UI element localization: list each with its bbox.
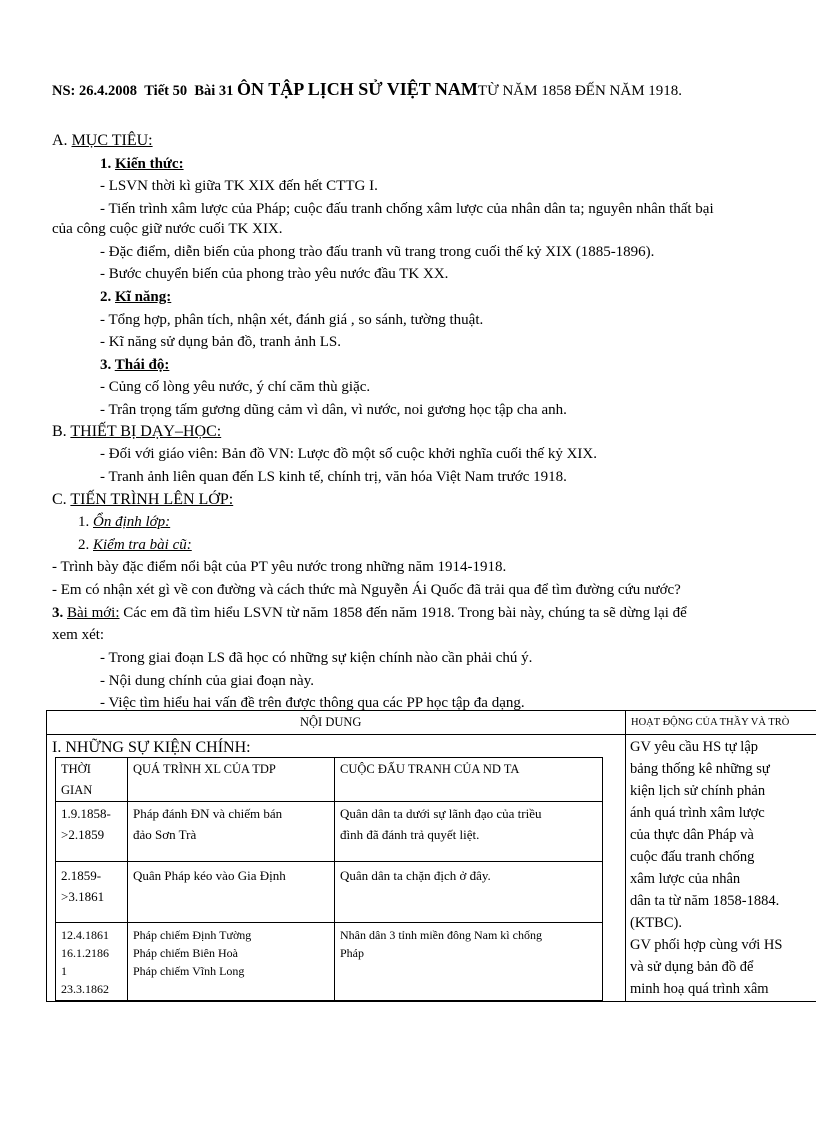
events-col-divider-2 <box>334 757 335 1000</box>
section-b-title: THIẾT BỊ DẠY–HỌC: <box>70 423 222 440</box>
event-time-line: >2.1859 <box>61 827 105 842</box>
activity-line: kiện lịch sử chính phản <box>630 783 766 799</box>
header-activity: HOẠT ĐỘNG CỦA THẦY VÀ TRÒ <box>631 717 790 728</box>
new-lesson-intro-cont: xem xét: <box>52 627 105 643</box>
step-1 <box>78 513 170 531</box>
event-nd-line: Quân dân ta chặn địch ở đây. <box>340 868 491 883</box>
attitude-line-1: - Củng cố lòng yêu nước, ý chí căm thù giặc. <box>100 379 371 395</box>
subheading-num: 3. <box>100 357 112 373</box>
event-3-tdp <box>133 926 251 980</box>
events-col-divider-1 <box>127 757 128 1000</box>
event-nd-line: đình đã đánh trả quyết liệt. <box>340 827 480 842</box>
title-bai: Bài 31 <box>194 83 234 99</box>
plan-point-3: - Việc tìm hiểu hai vấn đề trên được thông qua các PP học tập đa dạng. <box>100 695 525 711</box>
table-column-divider <box>625 710 626 1001</box>
events-header-time-line: GIAN <box>61 783 93 797</box>
events-header-time-line: THỜI <box>61 762 91 776</box>
section-a-letter: A. <box>52 132 68 149</box>
new-lesson-intro: Các em đã tìm hiểu LSVN từ năm 1858 đến năm 1918. Trong bài này, chúng ta sẽ dừng lại để <box>119 605 687 621</box>
step-2 <box>78 536 192 554</box>
section-c-title: TIẾN TRÌNH LÊN LỚP: <box>70 491 234 508</box>
events-header-time <box>61 759 92 801</box>
event-1-tdp <box>133 803 282 845</box>
event-time-line: 16.1.2186 <box>61 946 109 960</box>
event-time-line: 12.4.1861 <box>61 928 109 942</box>
event-tdp-line: Pháp chiếm Định Tường <box>133 928 252 942</box>
subheading-knowledge <box>100 155 184 173</box>
event-tdp-line: Pháp đánh ĐN và chiếm bán <box>133 806 283 821</box>
review-question-2: - Em có nhận xét gì về con đường và cách thức mà Nguyễn Ái Quốc đã trải qua để tìm đường cứu nước? <box>52 582 681 598</box>
section-c-letter: C. <box>52 491 67 508</box>
events-row-divider-3 <box>55 922 602 923</box>
event-time-line: 23.3.1862 <box>61 982 109 996</box>
title-main: ÔN TẬP LỊCH SỬ VIỆT NAM <box>237 79 478 99</box>
knowledge-line-3: - Đặc điểm, diễn biến của phong trào đấu tranh vũ trang trong cuối thế kỷ XIX (1885-1896). <box>100 244 655 260</box>
event-2-tdp <box>133 865 286 886</box>
step-num: 2. <box>78 537 90 553</box>
step-label: Kiểm tra bài cũ: <box>93 537 192 553</box>
subheading-num: 2. <box>100 289 112 305</box>
event-tdp-line: Pháp chiếm Vĩnh Long <box>133 964 245 978</box>
subheading-label: Thái độ: <box>114 357 170 373</box>
events-row-divider-2 <box>55 861 602 862</box>
knowledge-line-1: - LSVN thời kì giữa TK XIX đến hết CTTG I. <box>100 178 378 194</box>
section-c-heading <box>52 491 233 509</box>
skills-line-1: - Tổng hợp, phân tích, nhận xét, đánh giá , so sánh, tường thuật. <box>100 312 484 328</box>
subheading-label: Kiến thức: <box>115 156 184 172</box>
subheading-skills <box>100 288 171 306</box>
skills-line-2: - Kĩ năng sử dụng bản đồ, tranh ảnh LS. <box>100 334 342 350</box>
step-num: 1. <box>78 514 90 530</box>
event-3-time <box>61 926 109 998</box>
event-time-line: >3.1861 <box>61 889 105 904</box>
activity-line: và sử dụng bản đồ để <box>630 959 754 975</box>
plan-point-1: - Trong giai đoạn LS đã học có những sự kiện chính nào cần phải chú ý. <box>100 650 533 666</box>
event-tdp-line: Pháp chiếm Biên Hoà <box>133 946 238 960</box>
events-header-nd: CUỘC ĐẤU TRANH CỦA ND TA <box>340 762 520 776</box>
event-tdp-line: đảo Sơn Trà <box>133 827 197 842</box>
equipment-line-2: - Tranh ảnh liên quan đến LS kinh tế, chính trị, văn hóa Việt Nam trước 1918. <box>100 469 567 485</box>
event-2-time <box>61 865 104 907</box>
section-b-heading <box>52 423 221 441</box>
event-nd-line: Nhân dân 3 tỉnh miền đông Nam kì chống <box>340 928 542 942</box>
step-num: 3. <box>52 605 64 621</box>
section-b-letter: B. <box>52 423 67 440</box>
attitude-line-2: - Trân trọng tấm gương dũng cảm vì dân, vì nước, noi gương học tập cha anh. <box>100 402 567 418</box>
subheading-num: 1. <box>100 156 112 172</box>
lesson-title <box>52 80 682 100</box>
equipment-line-1: - Đối với giáo viên: Bản đồ VN: Lược đồ một số cuộc khởi nghĩa cuối thế kỷ XIX. <box>100 446 597 462</box>
activity-line: của thực dân Pháp và <box>630 827 754 843</box>
activity-line: xâm lược của nhân <box>630 871 741 887</box>
activity-text <box>630 736 782 1000</box>
event-tdp-line: Quân Pháp kéo vào Gia Định <box>133 868 286 883</box>
activity-line: bảng thống kê những sự <box>630 761 770 777</box>
activity-line: minh hoạ quá trình xâm <box>630 981 769 997</box>
event-2-nd <box>340 865 491 886</box>
step-label: Bài mới: <box>67 605 120 621</box>
section-a-title: MỤC TIÊU: <box>71 132 153 149</box>
subheading-label: Kĩ năng: <box>115 289 172 305</box>
activity-line: cuộc đấu tranh chống <box>630 849 755 865</box>
title-range: TỪ NĂM 1858 ĐẾN NĂM 1918. <box>477 83 683 99</box>
activity-line: ánh quá trình xâm lược <box>630 805 765 821</box>
header-content: NỘI DUNG <box>300 715 362 729</box>
activity-line: GV phối hợp cùng với HS <box>630 937 783 953</box>
section-title-events: I. NHỮNG SỰ KIỆN CHÍNH: <box>52 739 251 756</box>
activity-line: (KTBC). <box>630 915 682 931</box>
table-header-divider <box>46 734 816 735</box>
event-3-nd <box>340 926 542 962</box>
events-row-divider-1 <box>55 801 602 802</box>
section-a-heading <box>52 132 153 150</box>
step-3 <box>52 604 687 622</box>
event-time-line: 2.1859- <box>61 868 102 883</box>
title-tiet: Tiết 50 <box>144 83 188 99</box>
event-nd-line: Quân dân ta dưới sự lãnh đạo của triều <box>340 806 542 821</box>
knowledge-line-4: - Bước chuyển biến của phong trào yêu nước đầu TK XX. <box>100 266 449 282</box>
event-1-nd <box>340 803 541 845</box>
event-time-line: 1.9.1858- <box>61 806 111 821</box>
step-label: Ổn định lớp: <box>93 514 171 530</box>
activity-line: GV yêu cầu HS tự lập <box>630 739 759 755</box>
title-ns: NS: 26.4.2008 <box>52 83 137 99</box>
event-1-time <box>61 803 111 845</box>
review-question-1: - Trình bày đặc điểm nổi bật của PT yêu nước trong những năm 1914-1918. <box>52 559 507 575</box>
plan-point-2: - Nội dung chính của giai đoạn này. <box>100 673 314 689</box>
events-header-tdp: QUÁ TRÌNH XL CỦA TDP <box>133 762 276 776</box>
event-time-line: 1 <box>61 964 67 978</box>
knowledge-line-2b: của công cuộc giữ nước cuối TK XIX. <box>52 221 283 237</box>
activity-line: dân ta từ năm 1858-1884. <box>630 893 780 909</box>
knowledge-line-2a: - Tiến trình xâm lược của Pháp; cuộc đấu tranh chống xâm lược của nhân dân ta; nguyên nhân thất bại <box>100 201 714 217</box>
event-nd-line: Pháp <box>340 946 364 960</box>
subheading-attitude <box>100 356 169 374</box>
